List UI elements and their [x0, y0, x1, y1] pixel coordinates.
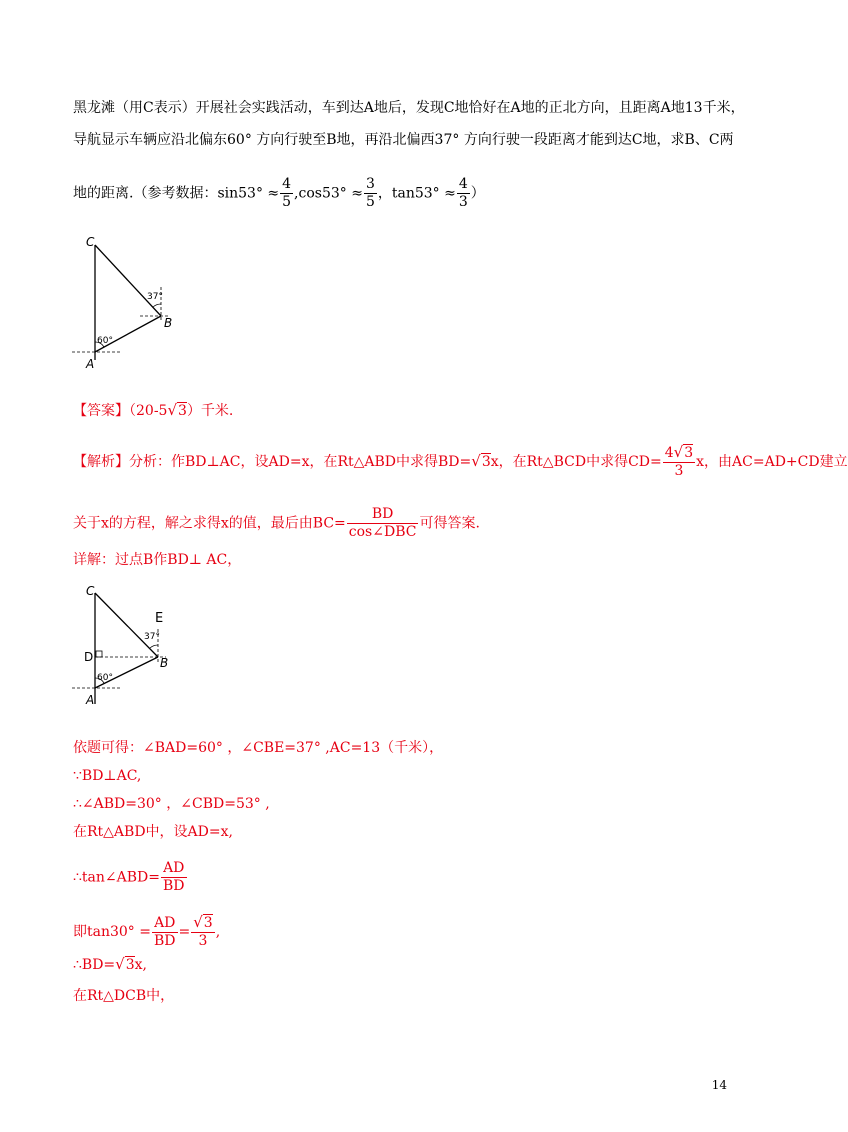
sqrt-symbol: √	[115, 955, 125, 973]
figure-2-angle-37: 37°	[144, 632, 160, 642]
step-7-end: x,	[134, 957, 147, 973]
figure-1-svg	[80, 232, 190, 372]
analysis-text-2: x，在Rt△BCD中求得CD=	[490, 454, 662, 470]
frac-num-radicand: 3	[203, 915, 213, 931]
frac-num: AD	[152, 915, 178, 933]
sqrt-symbol: √	[673, 443, 684, 461]
problem-line-3-text-c: ，tan53° ≈	[377, 185, 456, 202]
frac-num: BD	[347, 506, 419, 524]
frac-den: 3	[198, 933, 208, 949]
figure-1-angle-37: 37°	[147, 292, 163, 302]
frac-num: 3	[365, 176, 375, 192]
figure-1-label-c: C	[86, 235, 95, 249]
fraction-cd	[663, 444, 695, 480]
frac-num	[191, 914, 214, 933]
frac-num: AD	[161, 860, 187, 878]
fraction-ad-bd-2	[152, 915, 178, 950]
step-8: 在Rt△DCB中，	[73, 988, 175, 1004]
step-7	[73, 954, 147, 975]
figure-2	[80, 584, 200, 718]
problem-line-3-text-d: ）	[470, 185, 485, 202]
figure-2-label-e: E	[155, 611, 164, 626]
detail-intro: 详解：过点B作BD⊥ AC，	[73, 552, 242, 568]
frac-den: 5	[365, 194, 375, 210]
figure-1-label-a: A	[86, 357, 95, 371]
figure-2-label-a: A	[86, 693, 95, 707]
step-5	[73, 860, 188, 895]
fraction-4-5	[280, 176, 293, 211]
figure-1-label-b: B	[164, 316, 173, 330]
answer-radicand: 3	[178, 403, 187, 419]
fraction-3-5	[364, 176, 377, 211]
problem-line-3-text-a: 地的距离.（参考数据：sin53° ≈	[73, 185, 280, 202]
problem-line-1: 黑龙滩（用C表示）开展社会实践活动，车到达A地后，发现C地恰好在A地的正北方向，且距离A地13千米，	[73, 100, 745, 116]
analysis-label: 【解析】	[73, 454, 129, 470]
figure-2-svg	[80, 584, 200, 714]
problem-line-3-text-b: ,cos53° ≈	[294, 185, 363, 202]
answer-text-a: （20-5	[129, 403, 168, 419]
analysis-line-2	[73, 506, 480, 541]
frac-den: BD	[153, 932, 176, 949]
answer-label: 【答案】	[73, 403, 129, 419]
analysis-text-3: x，由AC=AD+CD建立	[696, 454, 848, 470]
frac-num	[663, 444, 695, 463]
figure-2-label-d: D	[84, 650, 94, 664]
frac-den: 3	[674, 463, 684, 479]
frac-den: BD	[162, 878, 185, 894]
analysis-line-1	[73, 444, 848, 480]
problem-line-3	[73, 176, 485, 211]
step-6-end: ,	[215, 924, 221, 940]
sqrt-symbol: √	[193, 913, 203, 931]
analysis-text-1: 分析：作BD⊥AC，设AD=x，在Rt△ABD中求得BD=	[129, 454, 472, 470]
frac-den: 5	[282, 194, 292, 210]
figure-2-label-b: B	[160, 656, 169, 670]
answer-text-b: ）千米.	[186, 403, 234, 419]
step-6-text: 即tan30° =	[73, 924, 151, 940]
cd-num-coef: 4	[664, 445, 674, 461]
fraction-ad-bd	[161, 860, 187, 895]
step-1: 依题可得：∠BAD=60° ，∠CBE=37° ,AC=13（千米），	[73, 740, 444, 756]
fraction-4-3	[457, 176, 470, 211]
step-3: ∴∠ABD=30° ，∠CBD=53° ,	[73, 796, 270, 812]
cd-num-radicand: 3	[684, 445, 694, 461]
analysis-line-2-text-b: 可得答案.	[419, 515, 480, 532]
analysis-line-2-text-a: 关于x的方程，解之求得x的值，最后由BC=	[73, 515, 346, 532]
frac-den: cos∠DBC	[348, 524, 417, 540]
analysis-radicand-1: 3	[481, 454, 491, 470]
figure-1	[80, 232, 190, 376]
step-2: ∵BD⊥AC,	[73, 768, 142, 784]
answer-line	[73, 400, 233, 421]
step-5-text: ∴tan∠ABD=	[73, 869, 160, 886]
sqrt-symbol: √	[471, 452, 481, 470]
fraction-bc	[347, 506, 419, 541]
step-7-radicand: 3	[125, 957, 135, 973]
frac-num: 4	[282, 176, 292, 192]
figure-1-angle-60: 60°	[97, 336, 113, 346]
frac-num: 4	[458, 176, 468, 192]
step-6-eq: =	[178, 924, 191, 940]
problem-line-2: 导航显示车辆应沿北偏东60° 方向行驶至B地，再沿北偏西37° 方向行驶一段距离才能到达C地，求B、C两	[73, 132, 734, 148]
frac-den: 3	[458, 194, 468, 210]
page-number: 14	[711, 1078, 727, 1092]
step-4: 在Rt△ABD中，设AD=x,	[73, 824, 233, 840]
figure-2-label-c: C	[86, 584, 95, 598]
fraction-sqrt3-3	[191, 914, 214, 950]
step-6	[73, 914, 220, 950]
step-7-text: ∴BD=	[73, 957, 116, 973]
sqrt-symbol: √	[167, 401, 178, 419]
figure-2-angle-60: 60°	[97, 673, 113, 683]
